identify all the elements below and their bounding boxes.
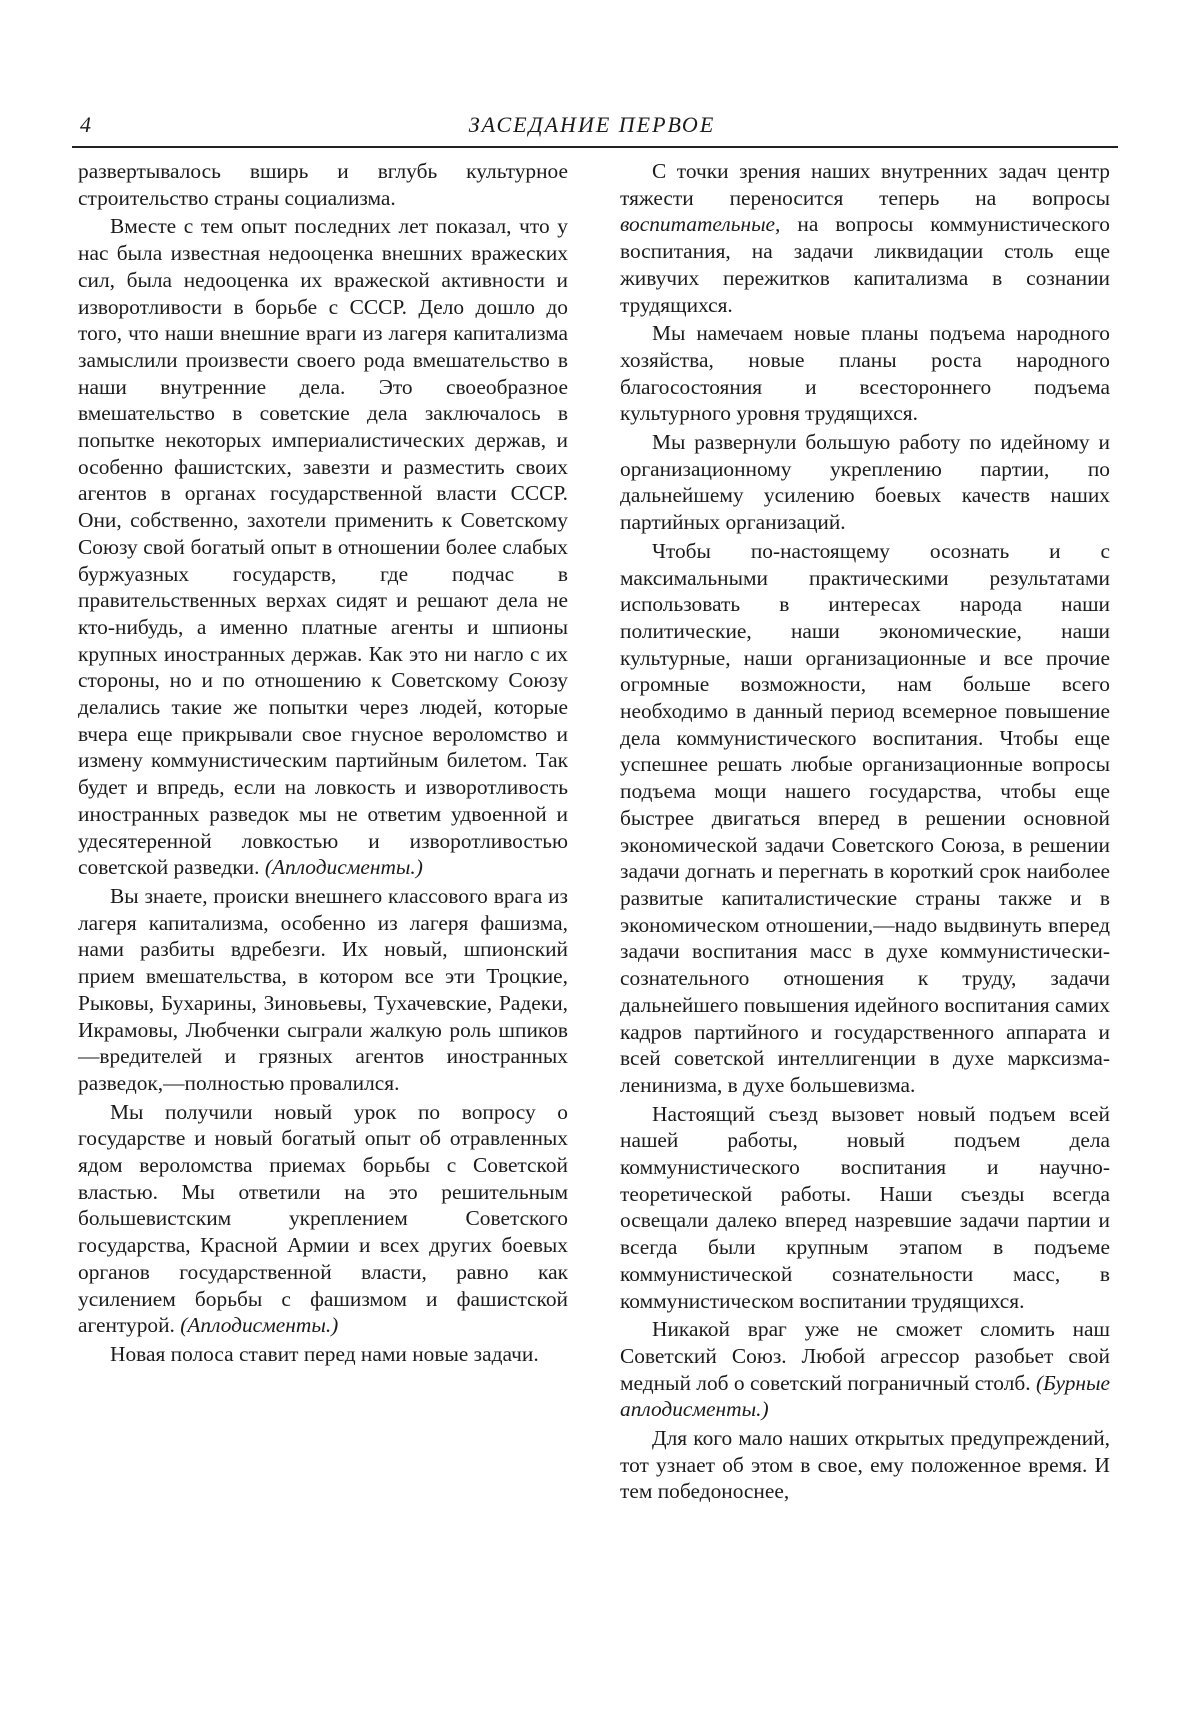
paragraph: Вы знаете, происки внешнего классового врага из лагеря капитализма, особенно из лагеря фашизма, нами разбиты вдребезги. Их новый, шпионский прием вмешательства, в котором все эти Троцкие, Рыковы, Бухарины, Зиновьевы, Тухачевские, Радеки, Икрамовы, Любченки сыграли жалкую роль шпиков—вредителей и грязных агентов иностранных разведок,—полностью провалился.	[78, 883, 568, 1095]
applause-remark: (Аплодисменты.)	[264, 855, 423, 880]
paragraph: Мы намечаем новые планы подъема народного хозяйства, новые планы роста народного благосостояния и всестороннего подъема культурного уровня трудящихся.	[620, 321, 1110, 426]
paragraph-text: на вопросы коммунистического воспитания, на задачи ликвидации столь еще живучих пережитков капитализма в сознании трудящихся.	[620, 212, 1110, 317]
paragraph: Настоящий съезд вызовет новый подъем всей нашей работы, новый подъем дела коммунистического воспитания и научно-теоретической работы. Наши съезды всегда освещали далеко вперед назревшие задачи партии и всегда были крупным этапом в подъеме коммунистической сознательности масс, в коммунистическом воспитании трудящихся.	[620, 1101, 1110, 1313]
paragraph-text: С точки зрения наших внутренних задач центр тяжести переносится теперь на вопросы	[620, 159, 1110, 210]
applause-remark: (Аплодисменты.)	[180, 1313, 339, 1338]
paragraph: Чтобы по-настоящему осознать и с максимальными практическими результатами использовать в интересах народа наши политические, наши экономические, наши культурные, наши организационные и все прочие огромные возможности, нам больше всего необходимо в данный период всемерное повышение дела коммунистического воспитания. Чтобы еще успешнее решать любые организационные вопросы подъема мощи нашего государства, чтобы еще быстрее двигаться вперед в решении основной экономической задачи Советского Союза, в решении задачи догнать и перегнать в короткий срок наиболее развитые капиталистические страны также и в экономическом отношении,—надо выдвинуть вперед задачи воспитания масс в духе коммунистически-сознательного отношения к труду, задачи дальнейшего повышения идейного воспитания самих кадров партийного и государственного аппарата и всей советской интеллигенции в духе марксизма-ленинизма, в духе большевизма.	[620, 538, 1110, 1097]
paragraph: Для кого мало наших открытых предупреждений, тот узнает об этом в свое, ему положенное время. И тем победоноснее,	[620, 1426, 1110, 1504]
paragraph	[620, 158, 1110, 318]
paragraph: Мы развернули большую работу по идейному и организационному укреплению партии, по дальнейшему усилению боевых качеств наших партийных организаций.	[620, 430, 1110, 535]
emphasis-text: воспитательные,	[620, 212, 781, 237]
paragraph-text: Никакой враг уже не сможет сломить наш Советский Союз. Любой агрессор разобьет свой медный лоб о советский пограничный столб.	[620, 1317, 1110, 1395]
left-column	[78, 158, 568, 1368]
paragraph-continued: развертывалось вширь и вглубь культурное строительство страны социализма.	[78, 159, 568, 210]
page-number: 4	[80, 112, 91, 137]
right-column	[620, 158, 1110, 1505]
applause-remark: (Бурные аплодисменты.)	[620, 1370, 1110, 1422]
header-rule	[72, 146, 1118, 148]
paragraph-text: Мы получили новый урок по вопросу о государстве и новый богатый опыт об отравленных ядом вероломства приемах борьбы с Советской властью. Мы ответили на это решительным большевистским укреплением Советского государства, Красной Армии и всех других боевых органов государственной власти, равно как усилением борьбы с фашизмом и фашистской агентурой.	[78, 1099, 568, 1338]
paragraph	[78, 213, 568, 881]
paragraph	[78, 1099, 568, 1339]
paragraph: Новая полоса ставит перед нами новые задачи.	[110, 1341, 539, 1366]
paragraph	[620, 1316, 1110, 1423]
paragraph-text: Вместе с тем опыт последних лет показал, что у нас была известная недооценка внешних вражеских сил, была недооценка их вражеской активности и изворотливости в борьбе с СССР. Дело дошло до того, что наши внешние враги из лагеря капитализма замыслили произвести своего рода вмешательство в наши внутренние дела. Это своеобразное вмешательство в советские дела заключалось в попытке некоторых империалистических держав, и особенно фашистских, завезти и разместить своих агентов в органах государственной власти СССР. Они, собственно, захотели применить к Советскому Союзу свой богатый опыт в отношении более слабых буржуазных государств, где подчас в правительственных верхах сидят и решают дела не кто-нибудь, а именно платные агенты и шпионы крупных иностранных держав. Как это ни нагло с их стороны, но и по отношению к Советскому Союзу делались такие же попытки через людей, которые вчера еще прикрывали свое гнусное вероломство и измену коммунистическим партийным билетом. Так будет и впредь, если на ловкость и изворотливость иностранных разведок мы не ответим удвоенной и удесятеренной ловкостью и изворотливостью советской разведки.	[78, 214, 568, 880]
running-title: ЗАСЕДАНИЕ ПЕРВОЕ	[468, 112, 716, 137]
